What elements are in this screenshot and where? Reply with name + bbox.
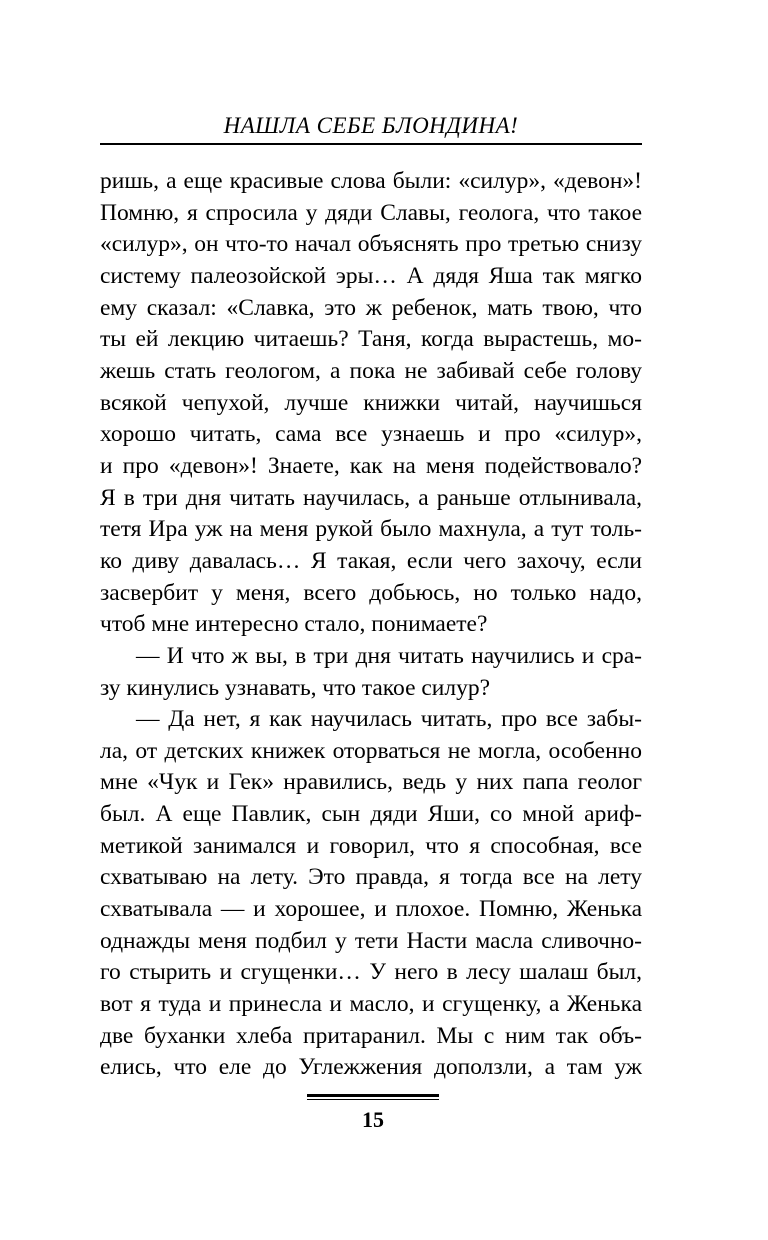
footer-divider-thick [307, 1094, 439, 1097]
text-line: однажды меня подбил у тети Насти масла сливочно- [100, 927, 642, 954]
text-line: елись, что еле до Углежжения доползли, а там уж [100, 1054, 642, 1081]
text-line: схватывала — и хорошее, и плохое. Помню, Женька [100, 896, 642, 923]
text-line: ла, от детских книжек оторваться не могла, особенно [100, 737, 642, 764]
text-line: мне «Чук и Гек» нравились, ведь у них папа геолог [100, 769, 642, 796]
text-line: ты ей лекцию читаешь? Таня, когда вырастешь, мо- [100, 326, 642, 353]
text-line: был. А еще Павлик, сын дяди Яши, со мной ариф- [100, 801, 642, 828]
text-line: и про «девон»! Знаете, как на меня подействовало? [100, 452, 642, 479]
text-line: метикой занимался и говорил, что я способная, все [100, 832, 642, 859]
text-line: Я в три дня читать научилась, а раньше отлынивала, [100, 484, 642, 511]
text-line: зу кинулись узнавать, что такое силур? [100, 674, 491, 701]
running-title: НАШЛА СЕБЕ БЛОНДИНА! [223, 113, 519, 138]
text-line: тетя Ира уж на меня рукой было махнула, а тут толь- [100, 516, 642, 543]
page-body [100, 166, 642, 1084]
text-line: го стырить и сгущенки… У него в лесу шалаш был, [100, 959, 642, 986]
page-number: 15 [362, 1107, 384, 1132]
text-line: жешь стать геологом, а пока не забивай себе голову [100, 357, 642, 384]
text-line: вот я туда и принесла и масло, и сгущенку, а Женька [100, 991, 642, 1018]
text-line: ему сказал: «Славка, это ж ребенок, мать твою, что [100, 294, 642, 321]
text-line: схватываю на лету. Это правда, я тогда все на лету [100, 864, 642, 891]
text-line: всякой чепухой, лучше книжки читай, научишься [100, 389, 642, 416]
text-line: ко диву давалась… Я такая, если чего захочу, если [100, 547, 642, 574]
text-line: две буханки хлеба притаранил. Мы с ним так объ- [100, 1022, 642, 1049]
text-line: чтоб мне интересно стало, понимаете? [100, 611, 488, 638]
text-line: хорошо читать, сама все узнаешь и про «силур», [100, 421, 642, 448]
dialogue-line: — Да нет, я как научилась читать, про все забы- [136, 706, 642, 733]
dialogue-line: — И что ж вы, в три дня читать научились и сра- [136, 642, 642, 669]
footer-divider-thin [307, 1099, 439, 1100]
text-line: Помню, я спросила у дяди Славы, геолога, что такое [100, 199, 642, 226]
text-line: засвербит у меня, всего добьюсь, но только надо, [100, 579, 642, 606]
text-line: «силур», он что-то начал объяснять про третью снизу [100, 231, 642, 258]
header-divider [100, 143, 642, 145]
text-line: систему палеозойской эры… А дядя Яша так мягко [100, 262, 642, 289]
text-line: ришь, а еще красивые слова были: «силур», «девон»! [100, 168, 642, 194]
